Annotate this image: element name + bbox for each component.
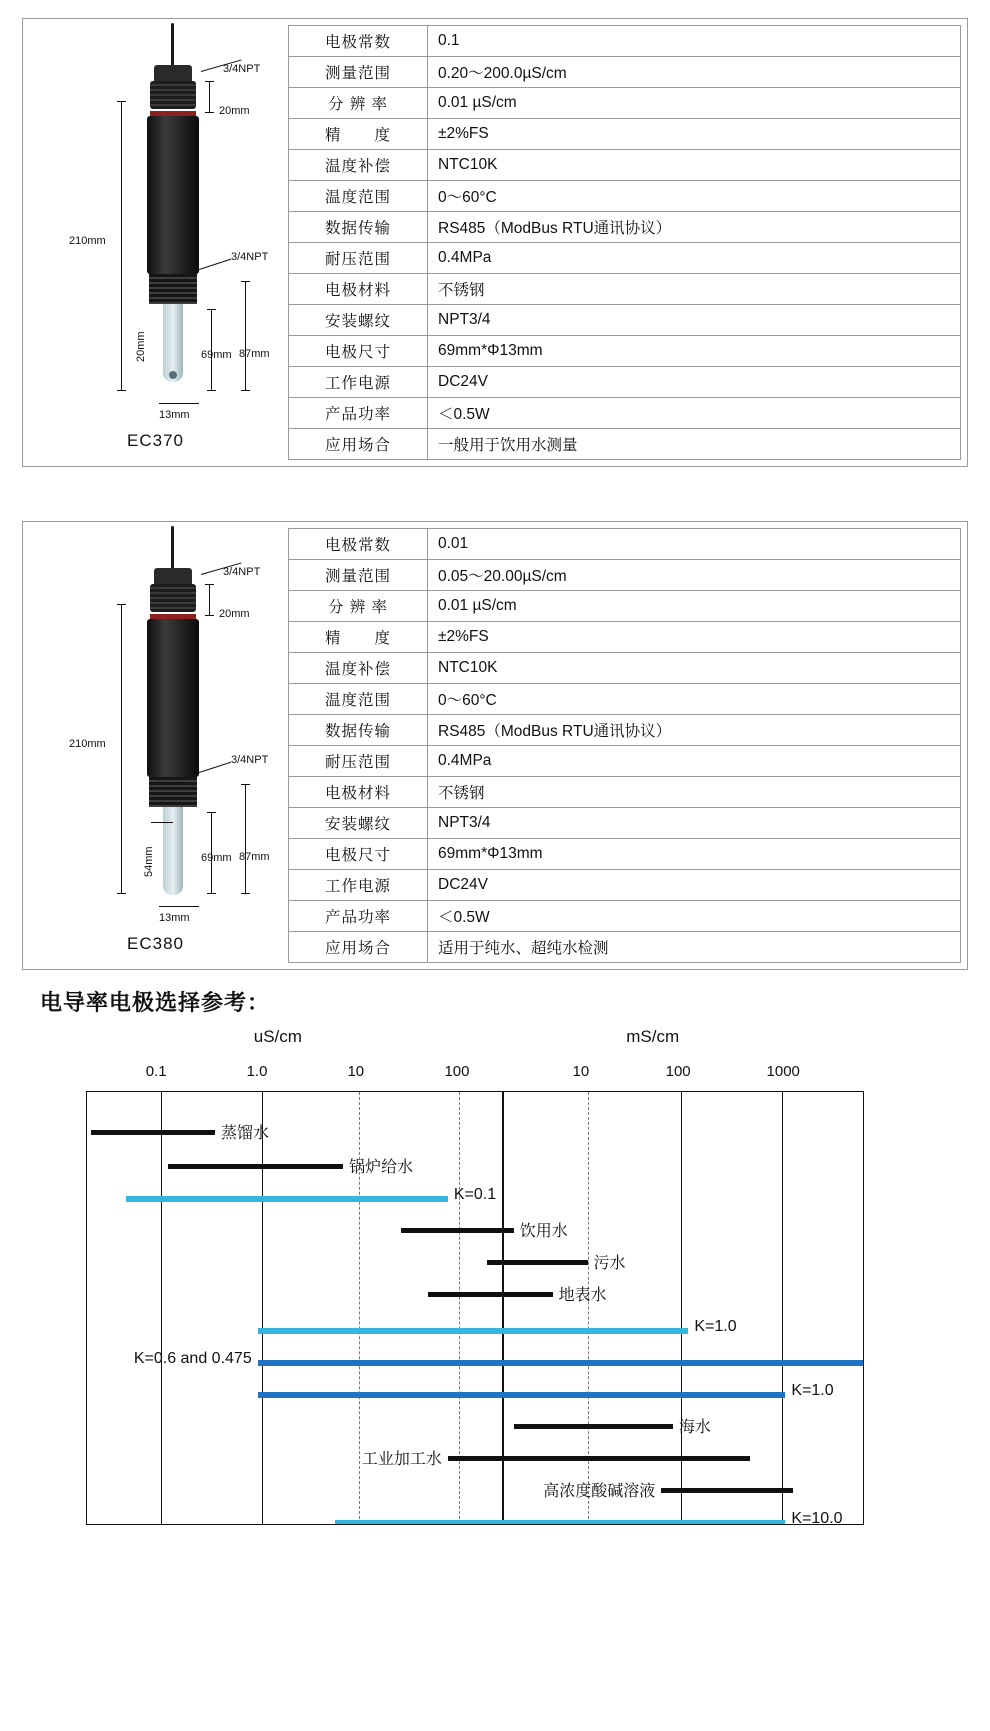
chart-unit-label: uS/cm xyxy=(253,1027,302,1046)
spec-value: 0.4MPa xyxy=(428,746,961,777)
spec-value: DC24V xyxy=(428,367,961,398)
spec-value: 适用于纯水、超纯水检测 xyxy=(428,932,961,963)
chart-tick-label: 100 xyxy=(665,1063,691,1080)
spec-value: ±2%FS xyxy=(428,119,961,150)
chart-bar-label: K=1.0 xyxy=(694,1318,737,1335)
spec-value: ＜0.5W xyxy=(428,901,961,932)
dim-cap-length: 20mm xyxy=(219,105,250,117)
spec-key: 电极常数 xyxy=(289,26,428,57)
conductivity-reference-chart xyxy=(22,1023,968,1543)
dim-total-length: 210mm xyxy=(69,235,106,247)
spec-value: DC24V xyxy=(428,870,961,901)
spec-key: 温度补偿 xyxy=(289,150,428,181)
chart-bar xyxy=(514,1424,673,1429)
chart-tick-label: 10 xyxy=(347,1063,365,1080)
chart-tick-label: 1.0 xyxy=(246,1063,268,1080)
table-row xyxy=(289,870,961,901)
chart-bar-label: K=10.0 xyxy=(791,1510,843,1525)
table-row xyxy=(289,591,961,622)
spec-key: 数据传输 xyxy=(289,715,428,746)
callout-thread-mid: 3/4NPT xyxy=(231,251,269,263)
spec-table-ec380 xyxy=(288,522,967,969)
table-row xyxy=(289,88,961,119)
chart-bar xyxy=(335,1520,785,1525)
table-row xyxy=(289,777,961,808)
spec-value: 0.1 xyxy=(428,26,961,57)
spec-key: 耐压范围 xyxy=(289,243,428,274)
chart-bar-label: 污水 xyxy=(593,1255,626,1272)
spec-value: 0.4MPa xyxy=(428,243,961,274)
table-row xyxy=(289,622,961,653)
chart-bar xyxy=(448,1456,751,1461)
spec-value: RS485（ModBus RTU通讯协议） xyxy=(428,212,961,243)
table-row xyxy=(289,808,961,839)
callout-thread-mid: 3/4NPT xyxy=(231,754,269,766)
spec-key: 产品功率 xyxy=(289,398,428,429)
table-row xyxy=(289,274,961,305)
spec-value: 0～60°C xyxy=(428,181,961,212)
dim-cap-length: 20mm xyxy=(219,608,250,620)
chart-tick-label: 10 xyxy=(572,1063,590,1080)
spec-key: 温度补偿 xyxy=(289,653,428,684)
table-row xyxy=(289,560,961,591)
spec-key: 产品功率 xyxy=(289,901,428,932)
callout-thread-top: 3/4NPT xyxy=(223,63,261,75)
spec-key: 分 辨 率 xyxy=(289,88,428,119)
dim-probe-length: 69mm xyxy=(201,349,232,361)
chart-bar-label: 蒸馏水 xyxy=(221,1125,270,1142)
chart-bar xyxy=(258,1392,786,1398)
callout-thread-top: 3/4NPT xyxy=(223,566,261,578)
table-row xyxy=(289,684,961,715)
spec-value: 69mm*Φ13mm xyxy=(428,839,961,870)
spec-value: 69mm*Φ13mm xyxy=(428,336,961,367)
table-row xyxy=(289,119,961,150)
chart-bar xyxy=(428,1292,552,1297)
table-row xyxy=(289,26,961,57)
chart-bar xyxy=(258,1360,863,1366)
table-row xyxy=(289,336,961,367)
spec-key: 应用场合 xyxy=(289,429,428,460)
table-row xyxy=(289,181,961,212)
chart-bar xyxy=(401,1228,514,1233)
probe-drawing-ec370 xyxy=(23,19,288,457)
chart-bar-label: 锅炉给水 xyxy=(349,1159,414,1176)
dim-body-length: 87mm xyxy=(239,348,270,360)
chart-bar-label: K=0.1 xyxy=(453,1186,497,1203)
reference-section-title: 电导率电极选择参考： xyxy=(40,990,271,1015)
table-row xyxy=(289,653,961,684)
table-row xyxy=(289,901,961,932)
table-row xyxy=(289,150,961,181)
dim-total-length: 210mm xyxy=(69,738,106,750)
spec-value: ＜0.5W xyxy=(428,398,961,429)
chart-plot-area xyxy=(86,1091,864,1525)
chart-unit-label: mS/cm xyxy=(626,1027,680,1046)
dim-body-length: 87mm xyxy=(239,851,270,863)
spec-key: 电极尺寸 xyxy=(289,336,428,367)
spec-value: NTC10K xyxy=(428,150,961,181)
spec-value: 0.20～200.0µS/cm xyxy=(428,57,961,88)
chart-bar-label: 高浓度酸碱溶液 xyxy=(543,1483,656,1500)
spec-table-ec370 xyxy=(288,19,967,466)
table-row xyxy=(289,715,961,746)
spec-value: 0.01 µS/cm xyxy=(428,591,961,622)
table-row xyxy=(289,529,961,560)
spec-value: 0.05～20.00µS/cm xyxy=(428,560,961,591)
spec-value: NPT3/4 xyxy=(428,305,961,336)
spec-key: 电极尺寸 xyxy=(289,839,428,870)
table-row xyxy=(289,932,961,963)
spec-key: 精 度 xyxy=(289,119,428,150)
model-label-ec380: EC380 xyxy=(127,934,184,953)
chart-gridline xyxy=(782,1092,784,1524)
chart-tick-label: 0.1 xyxy=(145,1063,167,1080)
chart-bar xyxy=(661,1488,793,1493)
dim-gap: 54mm xyxy=(143,846,155,877)
spec-value: 0.01 µS/cm xyxy=(428,88,961,119)
spec-key: 温度范围 xyxy=(289,181,428,212)
dim-gap: 20mm xyxy=(135,331,147,362)
chart-bar-label: K=0.6 and 0.475 xyxy=(133,1350,252,1367)
dim-probe-length: 69mm xyxy=(201,852,232,864)
spec-value: 不锈钢 xyxy=(428,274,961,305)
spec-key: 应用场合 xyxy=(289,932,428,963)
spec-key: 温度范围 xyxy=(289,684,428,715)
spec-value: NTC10K xyxy=(428,653,961,684)
spec-key: 电极常数 xyxy=(289,529,428,560)
dim-diameter: 13mm xyxy=(159,912,190,924)
chart-bar-label: 地表水 xyxy=(558,1287,607,1304)
spec-key: 工作电源 xyxy=(289,870,428,901)
spec-value: RS485（ModBus RTU通讯协议） xyxy=(428,715,961,746)
chart-bar xyxy=(487,1260,588,1265)
table-row xyxy=(289,367,961,398)
chart-bar xyxy=(126,1196,448,1202)
table-row xyxy=(289,429,961,460)
chart-bar-label: 饮用水 xyxy=(519,1223,568,1240)
chart-bar xyxy=(168,1164,343,1169)
spec-key: 耐压范围 xyxy=(289,746,428,777)
product-block-ec370 xyxy=(22,18,968,467)
datasheet-page xyxy=(0,18,990,1543)
spec-value: 不锈钢 xyxy=(428,777,961,808)
chart-bar xyxy=(258,1328,689,1334)
spec-key: 测量范围 xyxy=(289,57,428,88)
spec-value: 0～60°C xyxy=(428,684,961,715)
chart-bar-label: K=1.0 xyxy=(791,1382,834,1399)
model-label-ec370: EC370 xyxy=(127,431,184,450)
table-row xyxy=(289,839,961,870)
table-row xyxy=(289,398,961,429)
spec-value: NPT3/4 xyxy=(428,808,961,839)
spec-value: 0.01 xyxy=(428,529,961,560)
spec-key: 安装螺纹 xyxy=(289,305,428,336)
product-block-ec380 xyxy=(22,521,968,970)
table-row xyxy=(289,212,961,243)
table-row xyxy=(289,746,961,777)
chart-bar-label: 海水 xyxy=(678,1419,711,1436)
probe-drawing-ec380 xyxy=(23,522,288,960)
spec-key: 安装螺纹 xyxy=(289,808,428,839)
dim-diameter: 13mm xyxy=(159,409,190,421)
spec-key: 精 度 xyxy=(289,622,428,653)
table-row xyxy=(289,57,961,88)
spec-key: 测量范围 xyxy=(289,560,428,591)
table-row xyxy=(289,243,961,274)
spec-value: 一般用于饮用水测量 xyxy=(428,429,961,460)
chart-tick-label: 100 xyxy=(444,1063,470,1080)
spec-key: 分 辨 率 xyxy=(289,591,428,622)
spec-key: 工作电源 xyxy=(289,367,428,398)
spec-key: 数据传输 xyxy=(289,212,428,243)
table-row xyxy=(289,305,961,336)
chart-bar-label: 工业加工水 xyxy=(361,1451,442,1468)
chart-bar xyxy=(91,1130,215,1135)
spec-value: ±2%FS xyxy=(428,622,961,653)
spec-key: 电极材料 xyxy=(289,777,428,808)
spec-key: 电极材料 xyxy=(289,274,428,305)
chart-tick-label: 1000 xyxy=(766,1063,800,1080)
